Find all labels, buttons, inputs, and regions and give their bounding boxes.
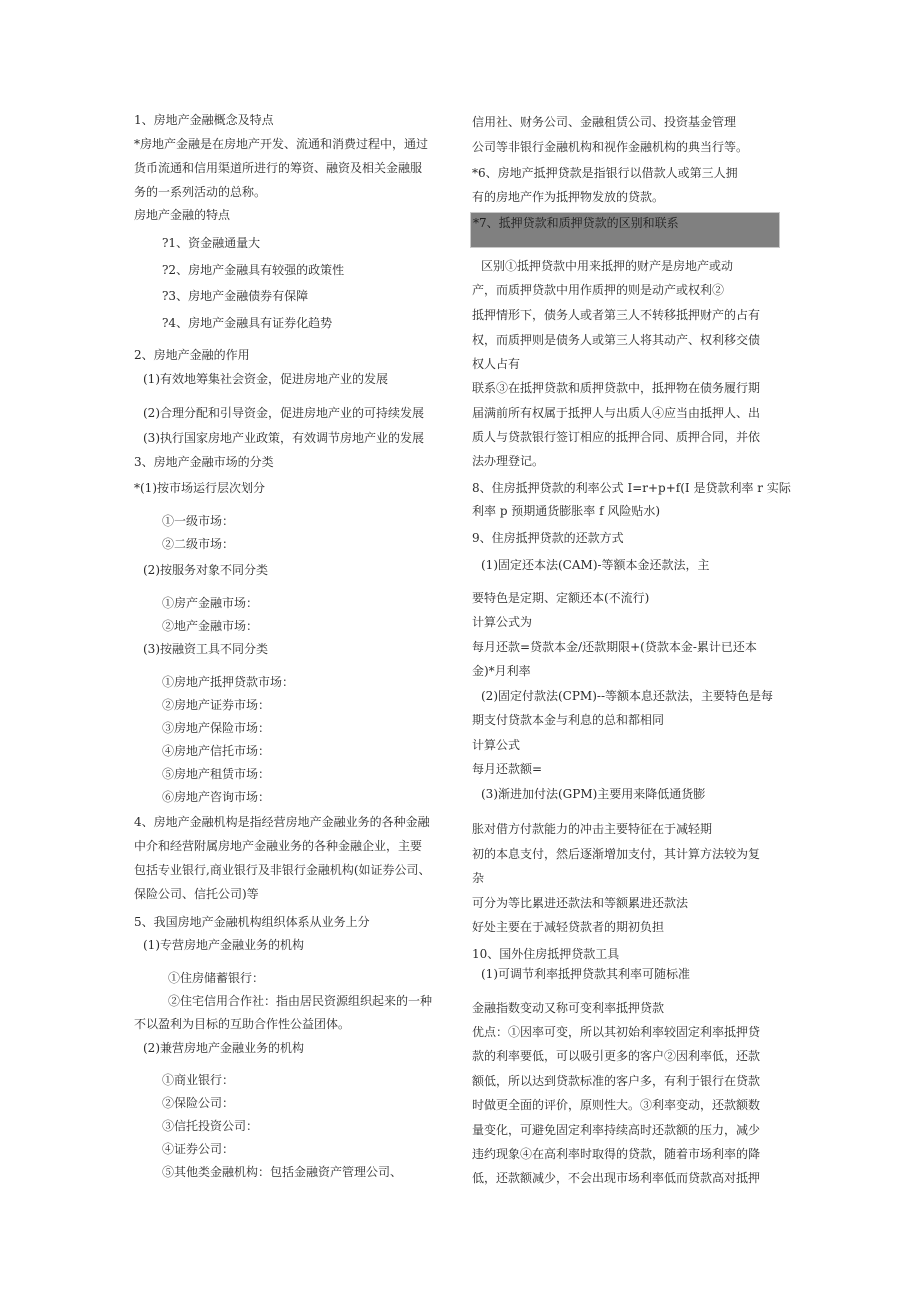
text-line: 金融指数变动又称可变利率抵押贷款 <box>472 1001 665 1015</box>
text-line: ①房产金融市场： <box>162 596 259 610</box>
text-line: 货币流通和信用渠道所进行的筹资、融资及相关金融服 <box>134 161 423 175</box>
text-line: 1、房地产金融概念及特点 <box>134 113 274 127</box>
text-line: 中介和经营附属房地产金融业务的各种金融企业，主要 <box>134 839 423 853</box>
text-line: 额低，所以达到贷款标准的客户多，有利于银行在贷款 <box>472 1074 761 1088</box>
text-line: (2)按服务对象不同分类 <box>143 563 268 577</box>
text-line: 保险公司、信托公司)等 <box>134 887 259 901</box>
text-line: ?1、资金融通量大 <box>162 236 261 250</box>
text-line: ④证券公司： <box>162 1142 235 1156</box>
text-line: (2)合理分配和引导资金，促进房地产业的可持续发展 <box>143 406 425 420</box>
text-line: 要特色是定期、定额还本(不流行) <box>472 591 650 605</box>
text-line: 区别①抵押贷款中用来抵押的财产是房地产或动 <box>481 259 734 273</box>
text-line: 务的一系列活动的总称。 <box>134 185 267 199</box>
text-line: 权人占有 <box>472 357 521 371</box>
text-line: ⑤其他类金融机构：包括金融资产管理公司、 <box>162 1165 403 1179</box>
text-line: 权，而质押则是债务人或第三人将其动产、权利移交债 <box>472 333 761 347</box>
text-line: 抵押情形下，债务人或者第三人不转移抵押财产的占有 <box>472 308 761 322</box>
text-line: *6、房地产抵押贷款是指银行以借款人或第三人拥 <box>472 166 738 180</box>
text-line: 初的本息支付，然后逐渐增加支付，其计算方法较为复 <box>472 847 761 861</box>
text-line: 法办理登记。 <box>472 454 545 468</box>
text-line: 胀对借方付款能力的冲击主要特征在于减轻期 <box>472 822 713 836</box>
text-line: 产，而质押贷款中用作质押的则是动产或权利② <box>472 283 725 297</box>
text-line: ②保险公司： <box>162 1096 235 1110</box>
text-line: 每月还款额= <box>472 762 543 776</box>
text-line: 质人与贷款银行签订相应的抵押合同、质押合同，并依 <box>472 430 761 444</box>
text-line: (3)按融资工具不同分类 <box>143 642 268 656</box>
text-line: 期支付贷款本金与利息的总和都相同 <box>472 713 665 727</box>
text-line: (3)渐进加付法(GPM)主要用来降低通货膨 <box>481 787 706 801</box>
text-line: *(1)按市场运行层次划分 <box>134 481 265 495</box>
text-line: 好处主要在于减轻贷款者的期初负担 <box>472 920 665 934</box>
text-line: 5、我国房地产金融机构组织体系从业务上分 <box>134 915 370 929</box>
text-line: 量变化，可避免固定利率持续高时还款额的压力，减少 <box>472 1123 761 1137</box>
text-line: 房地产金融的特点 <box>134 208 231 222</box>
highlighted-heading-text: *7、抵押贷款和质押贷款的区别和联系 <box>473 216 679 230</box>
text-line: ③信托投资公司： <box>162 1119 259 1133</box>
text-line: 公司等非银行金融机构和视作金融机构的典当行等。 <box>472 140 749 154</box>
text-line: ④房地产信托市场： <box>162 744 271 758</box>
text-line: ①住房储蓄银行： <box>168 971 265 985</box>
text-line: ①一级市场： <box>162 514 235 528</box>
text-line: 计算公式 <box>472 738 521 752</box>
text-line: 违约现象④在高利率时取得的贷款，随着市场利率的降 <box>472 1147 761 1161</box>
text-line: ?2、房地产金融具有较强的政策性 <box>162 263 345 277</box>
text-line: 优点：①因率可变，所以其初始利率较固定利率抵押贷 <box>472 1025 761 1039</box>
text-line: 金)*月利率 <box>472 664 531 678</box>
text-line: (2)固定付款法(CPM)--等额本息还款法，主要特色是每 <box>481 689 774 703</box>
text-line: 款的利率要低，可以吸引更多的客户②因利率低，还款 <box>472 1049 761 1063</box>
text-line: ②住宅信用合作社：指由居民资源组织起来的一种 <box>168 994 433 1008</box>
text-line: (2)兼营房地产金融业务的机构 <box>143 1041 304 1055</box>
text-line: 有的房地产作为抵押物发放的贷款。 <box>472 190 665 204</box>
text-line: ②二级市场： <box>162 537 235 551</box>
text-line: 可分为等比累进还款法和等额累进还款法 <box>472 896 689 910</box>
text-line: 10、国外住房抵押贷款工具 <box>472 947 620 961</box>
text-line: (1)可调节利率抵押贷款其利率可随标准 <box>481 967 690 981</box>
text-line: ?4、房地产金融具有证券化趋势 <box>162 316 333 330</box>
text-line: 3、房地产金融市场的分类 <box>134 455 274 469</box>
text-line: 9、住房抵押贷款的还款方式 <box>472 531 624 545</box>
text-line: 每月还款=贷款本金/还款期限+(贷款本金-累计已还本 <box>472 640 757 654</box>
text-line: (1)有效地筹集社会资金，促进房地产业的发展 <box>143 372 388 386</box>
text-line: 包括专业银行,商业银行及非银行金融机构(如证券公司、 <box>134 863 431 877</box>
text-line: ①房地产抵押贷款市场： <box>162 675 295 689</box>
text-line: *房地产金融是在房地产开发、流通和消费过程中，通过 <box>134 137 429 151</box>
text-line: 计算公式为 <box>472 615 533 629</box>
text-line: ⑤房地产租赁市场： <box>162 767 271 781</box>
text-line: ?3、房地产金融债券有保障 <box>162 289 309 303</box>
text-line: (3)执行国家房地产业政策，有效调节房地产业的发展 <box>143 431 425 445</box>
text-line: ①商业银行： <box>162 1073 235 1087</box>
text-line: 2、房地产金融的作用 <box>134 348 250 362</box>
text-line: 时做更全面的评价，原则性大。③利率变动，还款额数 <box>472 1098 761 1112</box>
text-line: 低，还款额减少，不会出现市场利率低而贷款高对抵押 <box>472 1171 761 1185</box>
text-line: 8、住房抵押贷款的利率公式 I=r+p+f(I 是贷款利率 r 实际 <box>472 481 791 495</box>
text-line: 信用社、财务公司、金融租赁公司、投资基金管理 <box>472 115 737 129</box>
text-line: 不以盈利为目标的互助合作性公益团体。 <box>134 1017 351 1031</box>
text-line: 利率 p 预期通货膨胀率 f 风险贴水) <box>472 504 661 518</box>
text-line: 联系③在抵押贷款和质押贷款中，抵押物在债务履行期 <box>472 381 761 395</box>
text-line: 4、房地产金融机构是指经营房地产金融业务的各种金融 <box>134 815 430 829</box>
text-line: 届满前所有权属于抵押人与出质人④应当由抵押人、出 <box>472 406 761 420</box>
text-line: (1)固定还本法(CAM)-等额本金还款法，主 <box>481 558 710 572</box>
text-line: ③房地产保险市场： <box>162 721 271 735</box>
text-line: ⑥房地产咨询市场： <box>162 790 271 804</box>
text-line: 杂 <box>472 871 485 885</box>
text-line: (1)专营房地产金融业务的机构 <box>143 938 304 952</box>
text-line: ②地产金融市场： <box>162 619 259 633</box>
text-line: ②房地产证券市场： <box>162 698 271 712</box>
